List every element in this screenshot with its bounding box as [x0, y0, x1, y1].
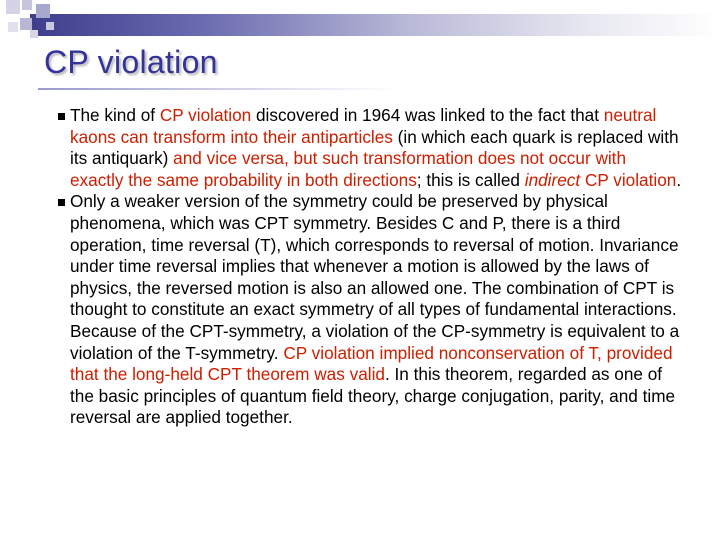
- decor-square: [8, 22, 18, 32]
- bullet-list: [44, 105, 684, 429]
- highlighted-italic-text: indirect: [524, 169, 581, 190]
- highlighted-text: and vice versa, but such transformation does not occur with exactly the same probability in both directions: [70, 148, 627, 190]
- bullet-item: [44, 191, 684, 429]
- decor-square: [30, 30, 38, 38]
- decor-square: [22, 0, 32, 10]
- text-segment: . In this theorem, regarded as one of the basic principles of quantum field theory, charge conjugation, parity, and time reversal are applied together.: [70, 364, 676, 428]
- decor-square: [20, 18, 32, 30]
- header-gradient-bar: [30, 14, 720, 36]
- text-segment: ; this is called: [416, 169, 525, 190]
- highlighted-text: CP violation: [159, 105, 252, 125]
- highlighted-text: CP violation implied nonconservation of T, provided that the long-held CPT theorem was valid: [70, 342, 673, 385]
- bullet-item: [44, 105, 684, 191]
- slide-title: CP violation: [44, 44, 218, 80]
- highlighted-text: CP violation: [580, 169, 677, 190]
- title-underline: [38, 88, 398, 90]
- text-segment: .: [676, 169, 682, 190]
- text-segment: (in which each quark is replaced with its antiquark): [70, 126, 679, 169]
- decor-square: [36, 4, 50, 18]
- square-bullet-icon: [58, 113, 65, 120]
- text-segment: The kind of: [70, 105, 160, 125]
- text-segment: Only a weaker version of the symmetry could be preserved by physical phenomena, which was CPT symmetry. Besides C and P, there is a third operation, time reversal (T), which corresponds to reversal of motion. Invariance under time reversal implies that whenever a motion is allowed by the laws of physics, the reversed motion is also an allowed one. The combination of CPT is thought to constitute an exact symmetry of all types of fundamental interactions. Because of the CPT-symmetry, a violation of the CP-symmetry is equivalent to a violation of the T-symmetry.: [70, 191, 680, 363]
- square-bullet-icon: [58, 199, 65, 206]
- decor-square: [46, 22, 54, 30]
- highlighted-text: neutral kaons can transform into their antiparticles: [70, 105, 657, 147]
- text-segment: discovered in 1964 was linked to the fact that: [251, 105, 604, 125]
- decor-square: [6, 0, 20, 14]
